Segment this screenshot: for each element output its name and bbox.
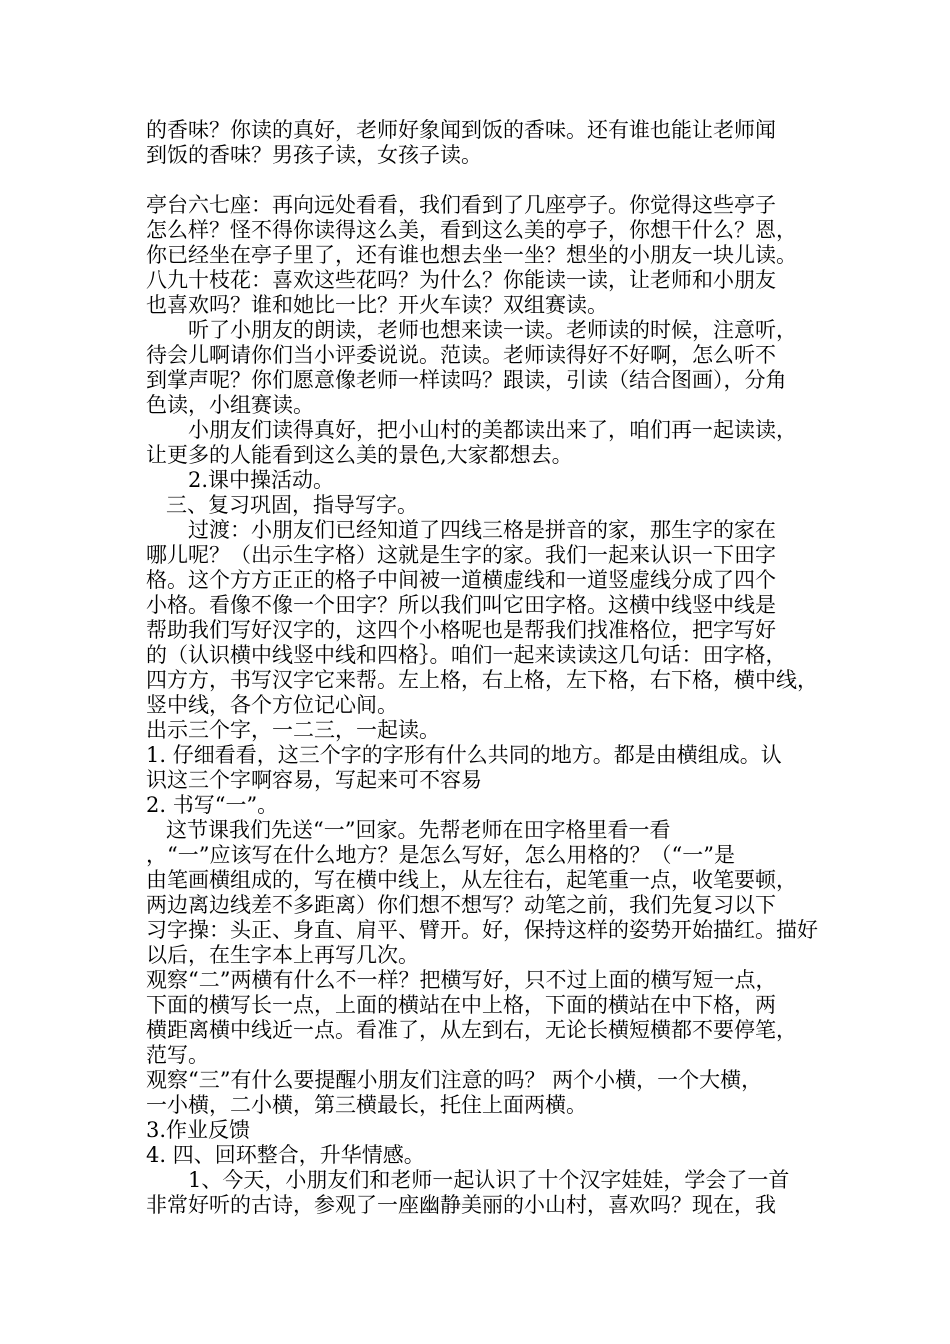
text-line: 亭台六七座：再向远处看看，我们看到了几座亭子。你觉得这些亭子 [146,193,776,217]
text-line: 的（认识横中线竖中线和四格｝。咱们一起来读读这几句话：田字格， [146,643,787,667]
text-line: 小格。看像不像一个田字？所以我们叫它田字格。这横中线竖中线是 [146,593,776,617]
section-heading: 4. 四、回环整合，升华情感。 [146,1143,425,1167]
text-line: 到饭的香味？男孩子读，女孩子读。 [146,143,482,167]
text-line: 格。这个方方正正的格子中间被一道横虚线和一道竖虚线分成了四个 [146,568,776,592]
text-line: 四方方，书写汉字它来帮。左上格，右上格，左下格，右下格，横中线， [146,668,818,692]
text-line: ，“一”应该写在什么地方？是怎么写好，怎么用格的？（“一”是 [146,843,735,867]
text-line: 也喜欢吗？谁和她比一比？开火车读？双组赛读。 [146,293,608,317]
text-line: 让更多的人能看到这么美的景色,大家都想去。 [146,443,573,467]
paragraph-first-line: 这节课我们先送“一”回家。先帮老师在田字格里看一看 [166,818,671,842]
text-line: 一小横，二小横，第三横最长，托住上面两横。 [146,1093,587,1117]
text-line: 竖中线，各个方位记心间。 [146,693,398,717]
text-line: 观察“三”有什么要提醒小朋友们注意的吗？ 两个小横，一个大横， [146,1068,763,1092]
blank-line [146,168,826,193]
text-line: 横距离横中线近一点。看准了，从左到右，无论长横短横都不要停笔， [146,1018,797,1042]
text-line: 由笔画横组成的，写在横中线上，从左往右，起笔重一点，收笔要顿， [146,868,797,892]
document-body [146,118,826,1218]
text-line: 两边离边线差不多距离）你们想不想写？动笔之前，我们先复习以下 [146,893,776,917]
text-line: 八九十枝花：喜欢这些花吗？为什么？你能读一读，让老师和小朋友 [146,268,776,292]
text-line: 你已经坐在亭子里了，还有谁也想去坐一坐？想坐的小朋友一块儿读。 [146,243,797,267]
list-item: 2.课中操活动。 [188,468,335,492]
list-item: 3.作业反馈 [146,1118,251,1142]
text-line: 色读，小组赛读。 [146,393,314,417]
paragraph-first-line: 1、今天，小朋友们和老师一起认识了十个汉字娃娃，学会了一首 [188,1168,790,1192]
text-line: 帮助我们写好汉字的，这四个小格呢也是帮我们找准格位，把字写好 [146,618,776,642]
section-heading: 三、复习巩固，指导写字。 [166,493,418,517]
text-line: 哪儿呢？（出示生字格）这就是生字的家。我们一起来认识一下田字 [146,543,776,567]
text-line: 出示三个字，一二三，一起读。 [146,718,440,742]
text-line: 到掌声呢？你们愿意像老师一样读吗？跟读，引读（结合图画），分角 [146,368,787,392]
list-item: 2. 书写“一”。 [146,793,279,817]
text-line: 识这三个字啊容易，写起来可不容易 [146,768,482,792]
list-item: 1. 仔细看看，这三个字的字形有什么共同的地方。都是由横组成。认 [146,743,782,767]
text-line: 的香味？你读的真好，老师好象闻到饭的香味。还有谁也能让老师闻 [146,118,776,142]
text-line: 待会儿啊请你们当小评委说说。范读。老师读得好不好啊，怎么听不 [146,343,776,367]
paragraph-first-line: 听了小朋友的朗读，老师也想来读一读。老师读的时候，注意听， [188,318,797,342]
text-line: 观察“二”两横有什么不一样？把横写好，只不过上面的横写短一点， [146,968,777,992]
text-line: 习字操：头正、身直、肩平、臂开。好，保持这样的姿势开始描红。描好 [146,918,818,942]
text-line: 范写。 [146,1043,209,1067]
text-line: 下面的横写长一点，上面的横站在中上格，下面的横站在中下格，两 [146,993,776,1017]
paragraph-first-line: 过渡：小朋友们已经知道了四线三格是拼音的家，那生字的家在 [188,518,776,542]
text-line: 怎么样？怪不得你读得这么美，看到这么美的亭子，你想干什么？恩， [146,218,797,242]
text-line: 以后，在生字本上再写几次。 [146,943,419,967]
paragraph-first-line: 小朋友们读得真好，把小山村的美都读出来了，咱们再一起读读， [188,418,797,442]
text-line: 非常好听的古诗，参观了一座幽静美丽的小山村，喜欢吗？现在，我 [146,1193,776,1217]
